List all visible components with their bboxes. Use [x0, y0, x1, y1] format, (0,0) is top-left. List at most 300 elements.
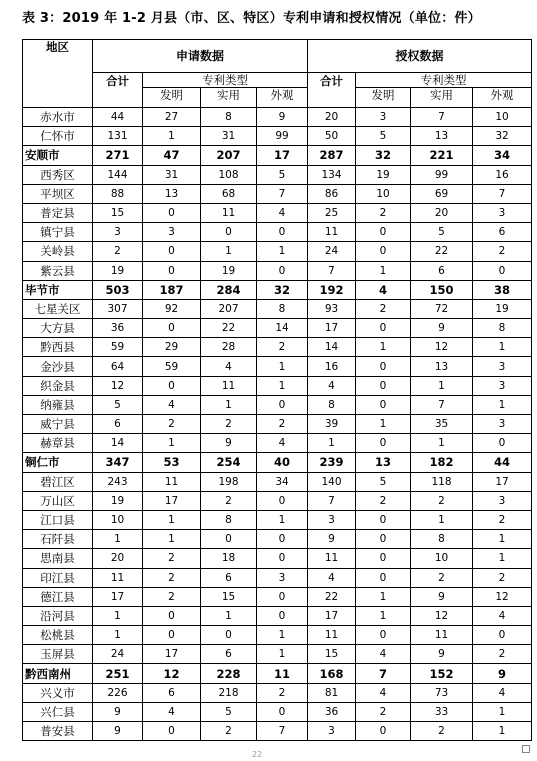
- table-body: [23, 108, 532, 741]
- grant-total-cell: 15: [308, 645, 356, 664]
- apply-total-cell: 9: [93, 702, 143, 721]
- grant-utility-cell: 1: [411, 434, 473, 453]
- grant-design-cell: 19: [473, 299, 532, 318]
- table-row: [23, 606, 532, 625]
- apply-utility-cell: 31: [201, 127, 257, 146]
- apply-invention-cell: 0: [143, 626, 201, 645]
- apply-design-cell: 32: [257, 280, 308, 299]
- apply-utility-cell: 1: [201, 395, 257, 414]
- apply-design-cell: 7: [257, 184, 308, 203]
- region-name-cell: 威宁县: [23, 415, 93, 434]
- grant-invention-cell: 2: [356, 299, 411, 318]
- region-name-cell: 关岭县: [23, 242, 93, 261]
- apply-design-cell: 1: [257, 645, 308, 664]
- region-name-cell: 松桃县: [23, 626, 93, 645]
- grant-utility-cell: 22: [411, 242, 473, 261]
- apply-design-cell: 40: [257, 453, 308, 472]
- apply-invention-cell: 0: [143, 203, 201, 222]
- apply-design-cell: 0: [257, 223, 308, 242]
- grant-utility-cell: 33: [411, 702, 473, 721]
- table-row: [23, 184, 532, 203]
- grant-total-cell: 39: [308, 415, 356, 434]
- grant-total-cell: 20: [308, 108, 356, 127]
- grant-invention-cell: 7: [356, 664, 411, 683]
- grant-design-cell: 2: [473, 242, 532, 261]
- apply-utility-cell: 0: [201, 626, 257, 645]
- grant-design-cell: 4: [473, 606, 532, 625]
- apply-utility-cell: 18: [201, 549, 257, 568]
- apply-design-cell: 0: [257, 491, 308, 510]
- apply-utility-cell: 254: [201, 453, 257, 472]
- grant-design-cell: 1: [473, 549, 532, 568]
- apply-utility-cell: 1: [201, 606, 257, 625]
- grant-total-cell: 36: [308, 702, 356, 721]
- grant-total-cell: 8: [308, 395, 356, 414]
- apply-total-cell: 503: [93, 280, 143, 299]
- grant-invention-cell: 2: [356, 203, 411, 222]
- grant-invention-cell: 0: [356, 510, 411, 529]
- apply-total-cell: 88: [93, 184, 143, 203]
- apply-invention-cell: 2: [143, 415, 201, 434]
- apply-design-cell: 2: [257, 415, 308, 434]
- grant-utility-cell: 182: [411, 453, 473, 472]
- grant-utility-cell: 6: [411, 261, 473, 280]
- grant-design-cell: 4: [473, 683, 532, 702]
- grant-total-cell: 86: [308, 184, 356, 203]
- apply-total-cell: 11: [93, 568, 143, 587]
- region-name-cell: 大方县: [23, 319, 93, 338]
- grant-design-cell: 1: [473, 530, 532, 549]
- grant-design-cell: 1: [473, 395, 532, 414]
- grant-design-cell: 0: [473, 261, 532, 280]
- grant-design-cell: 0: [473, 626, 532, 645]
- apply-utility-cell: 8: [201, 510, 257, 529]
- apply-invention-cell: 4: [143, 702, 201, 721]
- apply-utility-cell: 0: [201, 223, 257, 242]
- apply-utility-cell: 207: [201, 299, 257, 318]
- apply-invention-cell: 0: [143, 242, 201, 261]
- apply-utility-cell: 284: [201, 280, 257, 299]
- apply-utility-cell: 15: [201, 587, 257, 606]
- apply-design-cell: 0: [257, 549, 308, 568]
- apply-invention-cell: 1: [143, 510, 201, 529]
- apply-invention-cell: 11: [143, 472, 201, 491]
- grant-total-cell: 168: [308, 664, 356, 683]
- apply-utility-cell: 68: [201, 184, 257, 203]
- grant-invention-cell: 32: [356, 146, 411, 165]
- apply-total-cell: 3: [93, 223, 143, 242]
- grant-invention-cell: 0: [356, 395, 411, 414]
- apply-total-cell: 271: [93, 146, 143, 165]
- grant-design-cell: 32: [473, 127, 532, 146]
- region-name-cell: 石阡县: [23, 530, 93, 549]
- region-name-cell: 七星关区: [23, 299, 93, 318]
- apply-utility-cell: 1: [201, 242, 257, 261]
- apply-total-cell: 59: [93, 338, 143, 357]
- apply-invention-cell: 2: [143, 568, 201, 587]
- apply-utility-cell: 6: [201, 568, 257, 587]
- grant-utility-cell: 9: [411, 319, 473, 338]
- table-row: [23, 683, 532, 702]
- apply-design-cell: 14: [257, 319, 308, 338]
- grant-total-cell: 22: [308, 587, 356, 606]
- grant-utility-cell: 99: [411, 165, 473, 184]
- apply-design-cell: 8: [257, 299, 308, 318]
- grant-design-cell: 3: [473, 357, 532, 376]
- page-number: 22: [252, 750, 263, 759]
- apply-utility-cell: 19: [201, 261, 257, 280]
- grant-invention-cell: 5: [356, 127, 411, 146]
- apply-total-cell: 24: [93, 645, 143, 664]
- region-name-cell: 兴义市: [23, 683, 93, 702]
- grant-utility-cell: 13: [411, 357, 473, 376]
- grant-invention-cell: 19: [356, 165, 411, 184]
- grant-utility-cell: 150: [411, 280, 473, 299]
- apply-invention-cell: 1: [143, 434, 201, 453]
- table-row: [23, 108, 532, 127]
- region-name-cell: 思南县: [23, 549, 93, 568]
- grant-design-cell: 17: [473, 472, 532, 491]
- grant-design-cell: 1: [473, 338, 532, 357]
- apply-design-cell: 1: [257, 510, 308, 529]
- apply-invention-cell: 0: [143, 261, 201, 280]
- grant-invention-cell: 0: [356, 242, 411, 261]
- grant-utility-cell: 12: [411, 338, 473, 357]
- apply-design-cell: 0: [257, 395, 308, 414]
- apply-design-cell: 2: [257, 683, 308, 702]
- grant-invention-cell: 0: [356, 626, 411, 645]
- grant-utility-cell: 5: [411, 223, 473, 242]
- apply-total-cell: 1: [93, 606, 143, 625]
- apply-invention-cell: 2: [143, 549, 201, 568]
- grant-design-cell: 3: [473, 415, 532, 434]
- grant-utility-cell: 20: [411, 203, 473, 222]
- apply-total-header: 合计: [93, 73, 143, 108]
- grant-invention-cell: 4: [356, 645, 411, 664]
- grant-invention-cell: 5: [356, 472, 411, 491]
- apply-invention-cell: 0: [143, 606, 201, 625]
- grant-total-cell: 3: [308, 510, 356, 529]
- apply-design-cell: 1: [257, 242, 308, 261]
- apply-utility-header: 实用: [201, 88, 257, 108]
- apply-invention-cell: 92: [143, 299, 201, 318]
- apply-data-header: 申请数据: [93, 40, 308, 73]
- grant-total-cell: 140: [308, 472, 356, 491]
- apply-total-cell: 15: [93, 203, 143, 222]
- apply-utility-cell: 198: [201, 472, 257, 491]
- apply-invention-cell: 27: [143, 108, 201, 127]
- apply-utility-cell: 218: [201, 683, 257, 702]
- apply-total-cell: 12: [93, 376, 143, 395]
- grant-invention-cell: 1: [356, 587, 411, 606]
- table-row-subtotal: [23, 146, 532, 165]
- grant-utility-cell: 73: [411, 683, 473, 702]
- grant-utility-cell: 1: [411, 510, 473, 529]
- region-name-cell: 织金县: [23, 376, 93, 395]
- grant-total-cell: 17: [308, 319, 356, 338]
- grant-total-cell: 16: [308, 357, 356, 376]
- region-name-cell: 安顺市: [23, 146, 93, 165]
- table-row: [23, 395, 532, 414]
- table-row: [23, 127, 532, 146]
- grant-invention-cell: 0: [356, 434, 411, 453]
- grant-design-cell: 10: [473, 108, 532, 127]
- grant-total-cell: 11: [308, 223, 356, 242]
- region-name-cell: 紫云县: [23, 261, 93, 280]
- region-name-cell: 平坝区: [23, 184, 93, 203]
- grant-design-cell: 2: [473, 645, 532, 664]
- region-name-cell: 黔西县: [23, 338, 93, 357]
- table-title: 表 3：2019 年 1-2 月县（市、区、特区）专利申请和授权情况（单位：件）: [22, 11, 481, 26]
- grant-invention-cell: 2: [356, 491, 411, 510]
- apply-utility-cell: 2: [201, 722, 257, 741]
- table-row: [23, 549, 532, 568]
- table-row: [23, 645, 532, 664]
- region-name-cell: 玉屏县: [23, 645, 93, 664]
- table-row: [23, 165, 532, 184]
- grant-utility-cell: 1: [411, 376, 473, 395]
- grant-total-cell: 11: [308, 549, 356, 568]
- apply-invention-cell: 59: [143, 357, 201, 376]
- grant-invention-cell: 0: [356, 722, 411, 741]
- grant-utility-cell: 2: [411, 722, 473, 741]
- apply-utility-cell: 0: [201, 530, 257, 549]
- apply-utility-cell: 28: [201, 338, 257, 357]
- grant-design-cell: 2: [473, 510, 532, 529]
- apply-design-cell: 0: [257, 530, 308, 549]
- apply-invention-cell: 6: [143, 683, 201, 702]
- apply-invention-cell: 29: [143, 338, 201, 357]
- apply-utility-cell: 5: [201, 702, 257, 721]
- apply-utility-cell: 11: [201, 376, 257, 395]
- grant-utility-cell: 7: [411, 395, 473, 414]
- grant-design-cell: 3: [473, 376, 532, 395]
- grant-utility-cell: 221: [411, 146, 473, 165]
- apply-utility-cell: 2: [201, 491, 257, 510]
- grant-total-cell: 81: [308, 683, 356, 702]
- grant-design-cell: 1: [473, 702, 532, 721]
- table-row: [23, 299, 532, 318]
- grant-design-cell: 16: [473, 165, 532, 184]
- apply-utility-cell: 11: [201, 203, 257, 222]
- apply-total-cell: 14: [93, 434, 143, 453]
- apply-total-cell: 1: [93, 626, 143, 645]
- grant-invention-cell: 0: [356, 530, 411, 549]
- grant-design-cell: 44: [473, 453, 532, 472]
- grant-utility-cell: 2: [411, 568, 473, 587]
- table-row: [23, 626, 532, 645]
- region-name-cell: 普安县: [23, 722, 93, 741]
- apply-invention-cell: 3: [143, 223, 201, 242]
- region-name-cell: 江口县: [23, 510, 93, 529]
- table-row: [23, 434, 532, 453]
- apply-invention-cell: 4: [143, 395, 201, 414]
- apply-total-cell: 1: [93, 530, 143, 549]
- table-row: [23, 568, 532, 587]
- apply-invention-cell: 53: [143, 453, 201, 472]
- region-name-cell: 毕节市: [23, 280, 93, 299]
- grant-invention-cell: 1: [356, 261, 411, 280]
- table-row: [23, 376, 532, 395]
- grant-invention-cell: 0: [356, 376, 411, 395]
- grant-invention-cell: 0: [356, 568, 411, 587]
- grant-utility-cell: 72: [411, 299, 473, 318]
- grant-total-cell: 239: [308, 453, 356, 472]
- region-name-cell: 碧江区: [23, 472, 93, 491]
- grant-total-cell: 17: [308, 606, 356, 625]
- grant-utility-cell: 9: [411, 645, 473, 664]
- region-name-cell: 黔西南州: [23, 664, 93, 683]
- grant-total-cell: 4: [308, 376, 356, 395]
- grant-invention-cell: 0: [356, 319, 411, 338]
- grant-design-cell: 7: [473, 184, 532, 203]
- apply-utility-cell: 108: [201, 165, 257, 184]
- apply-total-cell: 2: [93, 242, 143, 261]
- apply-total-cell: 243: [93, 472, 143, 491]
- table-row: [23, 510, 532, 529]
- grant-invention-cell: 10: [356, 184, 411, 203]
- apply-total-cell: 144: [93, 165, 143, 184]
- apply-design-cell: 4: [257, 203, 308, 222]
- grant-utility-cell: 7: [411, 108, 473, 127]
- table-row: [23, 319, 532, 338]
- grant-total-cell: 14: [308, 338, 356, 357]
- grant-utility-cell: 2: [411, 491, 473, 510]
- apply-design-cell: 0: [257, 261, 308, 280]
- region-name-cell: 德江县: [23, 587, 93, 606]
- grant-total-cell: 1: [308, 434, 356, 453]
- grant-utility-cell: 12: [411, 606, 473, 625]
- apply-design-cell: 34: [257, 472, 308, 491]
- table-row: [23, 223, 532, 242]
- grant-total-cell: 7: [308, 261, 356, 280]
- grant-data-header: 授权数据: [308, 40, 532, 73]
- apply-total-cell: 307: [93, 299, 143, 318]
- grant-total-cell: 11: [308, 626, 356, 645]
- table-row: [23, 702, 532, 721]
- grant-invention-cell: 1: [356, 606, 411, 625]
- apply-total-cell: 131: [93, 127, 143, 146]
- region-name-cell: 赫章县: [23, 434, 93, 453]
- grant-invention-cell: 1: [356, 415, 411, 434]
- grant-total-cell: 93: [308, 299, 356, 318]
- grant-total-cell: 4: [308, 568, 356, 587]
- grant-utility-cell: 118: [411, 472, 473, 491]
- grant-total-cell: 3: [308, 722, 356, 741]
- apply-design-cell: 17: [257, 146, 308, 165]
- grant-total-cell: 7: [308, 491, 356, 510]
- region-name-cell: 金沙县: [23, 357, 93, 376]
- grant-total-cell: 134: [308, 165, 356, 184]
- apply-total-cell: 17: [93, 587, 143, 606]
- grant-utility-header: 实用: [411, 88, 473, 108]
- region-name-cell: 普定县: [23, 203, 93, 222]
- grant-utility-cell: 8: [411, 530, 473, 549]
- grant-utility-cell: 10: [411, 549, 473, 568]
- apply-total-cell: 9: [93, 722, 143, 741]
- grant-patent-type-header: 专利类型: [356, 73, 532, 88]
- table-row: [23, 472, 532, 491]
- grant-design-header: 外观: [473, 88, 532, 108]
- grant-design-cell: 8: [473, 319, 532, 338]
- region-name-cell: 兴仁县: [23, 702, 93, 721]
- apply-design-cell: 11: [257, 664, 308, 683]
- grant-invention-cell: 4: [356, 683, 411, 702]
- corner-marker: [522, 745, 530, 753]
- region-name-cell: 赤水市: [23, 108, 93, 127]
- grant-design-cell: 3: [473, 203, 532, 222]
- grant-total-cell: 287: [308, 146, 356, 165]
- grant-invention-cell: 3: [356, 108, 411, 127]
- apply-invention-cell: 17: [143, 645, 201, 664]
- apply-invention-cell: 187: [143, 280, 201, 299]
- apply-utility-cell: 2: [201, 415, 257, 434]
- table-row-subtotal: [23, 280, 532, 299]
- apply-invention-cell: 0: [143, 722, 201, 741]
- apply-design-cell: 1: [257, 626, 308, 645]
- grant-invention-cell: 0: [356, 223, 411, 242]
- table-row-subtotal: [23, 453, 532, 472]
- grant-invention-cell: 1: [356, 338, 411, 357]
- apply-invention-cell: 13: [143, 184, 201, 203]
- apply-utility-cell: 9: [201, 434, 257, 453]
- table-row: [23, 722, 532, 741]
- region-name-cell: 西秀区: [23, 165, 93, 184]
- apply-invention-cell: 1: [143, 530, 201, 549]
- apply-design-cell: 1: [257, 357, 308, 376]
- grant-total-cell: 50: [308, 127, 356, 146]
- apply-utility-cell: 22: [201, 319, 257, 338]
- grant-total-cell: 24: [308, 242, 356, 261]
- table-row: [23, 491, 532, 510]
- grant-invention-cell: 2: [356, 702, 411, 721]
- apply-total-cell: 19: [93, 491, 143, 510]
- apply-design-cell: 5: [257, 165, 308, 184]
- grant-invention-cell: 0: [356, 357, 411, 376]
- grant-invention-cell: 13: [356, 453, 411, 472]
- apply-design-cell: 99: [257, 127, 308, 146]
- apply-invention-cell: 17: [143, 491, 201, 510]
- grant-design-cell: 1: [473, 722, 532, 741]
- table-row: [23, 415, 532, 434]
- region-header: 地区: [23, 40, 93, 108]
- grant-design-cell: 3: [473, 491, 532, 510]
- table-row-subtotal: [23, 664, 532, 683]
- region-name-cell: 铜仁市: [23, 453, 93, 472]
- grant-utility-cell: 9: [411, 587, 473, 606]
- apply-design-cell: 4: [257, 434, 308, 453]
- apply-total-cell: 64: [93, 357, 143, 376]
- apply-total-cell: 6: [93, 415, 143, 434]
- apply-total-cell: 19: [93, 261, 143, 280]
- apply-design-header: 外观: [257, 88, 308, 108]
- patent-stats-table: [22, 39, 532, 741]
- apply-utility-cell: 8: [201, 108, 257, 127]
- table-row: [23, 357, 532, 376]
- apply-invention-cell: 1: [143, 127, 201, 146]
- grant-utility-cell: 13: [411, 127, 473, 146]
- grant-design-cell: 12: [473, 587, 532, 606]
- grant-total-header: 合计: [308, 73, 356, 108]
- table-row: [23, 587, 532, 606]
- apply-total-cell: 44: [93, 108, 143, 127]
- grant-design-cell: 9: [473, 664, 532, 683]
- apply-invention-cell: 2: [143, 587, 201, 606]
- region-name-cell: 万山区: [23, 491, 93, 510]
- region-name-cell: 仁怀市: [23, 127, 93, 146]
- region-name-cell: 沿河县: [23, 606, 93, 625]
- grant-total-cell: 25: [308, 203, 356, 222]
